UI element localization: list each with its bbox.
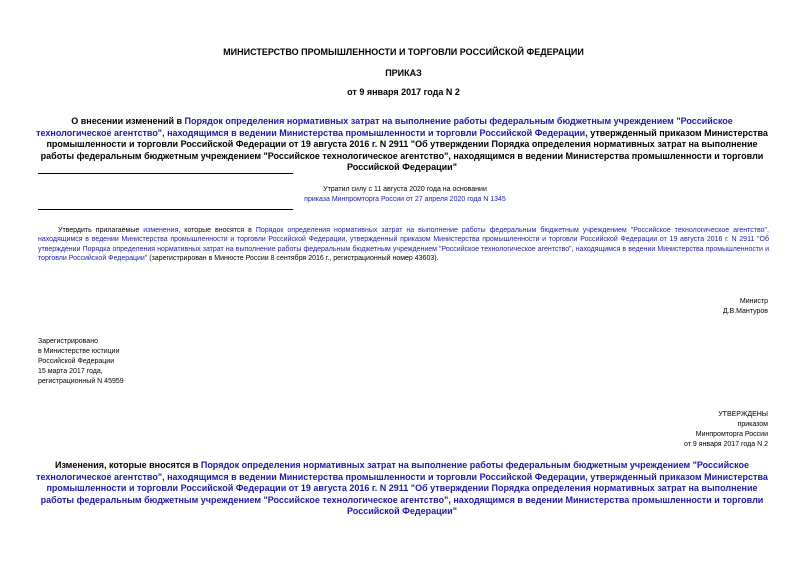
divider-top: [38, 173, 293, 174]
signer-name: Д.В.Мантуров: [722, 308, 768, 315]
title-rest: , утвержденный приказом Министерства промышленности и торговли Российской Федерации от 19 августа 2016 г. N 2911 "Об утверждении Порядка определения нормативных затрат на выполнение работы федеральным бюджетным учреждением "Российское технологическое агентство", находящимся в ведении Министерства промышленности и торговли Российской Федерации": [40, 127, 768, 173]
document-title: [36, 116, 768, 174]
signature-block: [600, 297, 768, 317]
approval-line-3: Минпромторга России: [695, 431, 768, 438]
changes-title-prefix: Изменения, которые вносятся в: [54, 460, 201, 470]
title-prefix: О внесении изменений в: [71, 116, 185, 126]
changes-title: [36, 460, 768, 518]
changes-link[interactable]: изменения: [143, 227, 179, 234]
registration-line-5: регистрационный N 45959: [38, 378, 124, 385]
approval-line-2: приказом: [737, 421, 768, 428]
registration-block: [38, 337, 238, 387]
approval-line-1: УТВЕРЖДЕНЫ: [718, 411, 768, 418]
approval-block: [560, 410, 768, 450]
order-link[interactable]: Порядок определения нормативных затрат на выполнение работы федеральным бюджетным учреждением "Российское технологическое агентство", находящимся в ведении Министерства промышленности и торговли Российской Федерации, утвержденный приказом Министерства промышленности и торговли Российской Федерации от 19 августа 2016 г. N 2911 "Об утверждении Порядка определения нормативных затрат на выполнение работы федеральным бюджетным учреждением "Российское технологическое агентство", находящимся в ведении Министерства промышленности и торговли Российской Федерации": [38, 227, 769, 263]
changes-title-order-link[interactable]: Порядок определения нормативных затрат на выполнение работы федеральным бюджетным учреждением "Российское технологическое агентство", находящимся в ведении Министерства промышленности и торговли Российской Федерации, утвержденный приказом Министерства промышленности и торговли Российской Федерации от 19 августа 2016 г. N 2911 "Об утверждении Порядка определения нормативных затрат на выполнение работы федеральным бюджетным учреждением "Российское технологическое агентство", находящимся в ведении Министерства промышленности и торговли Российской Федерации": [36, 460, 768, 517]
approval-line-4: от 9 января 2017 года N 2: [684, 441, 768, 448]
doc-date-number: от 9 января 2017 года N 2: [347, 87, 460, 97]
body-text-1: Утвердить прилагаемые: [58, 227, 144, 234]
body-text-3: (зарегистрирован в Минюсте России 8 сентября 2016 г., регистрационный номер 43603).: [147, 255, 439, 263]
signer-position: Министр: [739, 298, 768, 305]
registration-line-1: Зарегистрировано: [38, 338, 98, 345]
doc-type-heading: ПРИКАЗ: [385, 68, 422, 78]
ministry-heading: МИНИСТЕРСТВО ПРОМЫШЛЕННОСТИ И ТОРГОВЛИ РОССИЙСКОЙ ФЕДЕРАЦИИ: [223, 47, 584, 57]
basis-order-link[interactable]: приказа Минпромторга России от 27 апреля 2020 года N 1345: [304, 196, 506, 203]
order-body-paragraph: [38, 226, 769, 264]
registration-line-2: в Министерстве юстиции: [38, 348, 120, 355]
registration-line-3: Российской Федерации: [38, 358, 115, 365]
lost-force-text: Утратил силу с 11 августа 2020 года на основании: [323, 186, 487, 193]
body-text-2: , которые вносятся в: [178, 227, 256, 234]
title-order-link[interactable]: Порядок определения нормативных затрат на выполнение работы федеральным бюджетным учреждением "Российское технологическое агентство", находящимся в ведении Министерства промышленности и торговли Российской Федерации: [36, 116, 733, 138]
status-note: [300, 185, 510, 205]
divider-bottom: [38, 209, 293, 210]
registration-line-4: 15 марта 2017 года,: [38, 368, 103, 375]
